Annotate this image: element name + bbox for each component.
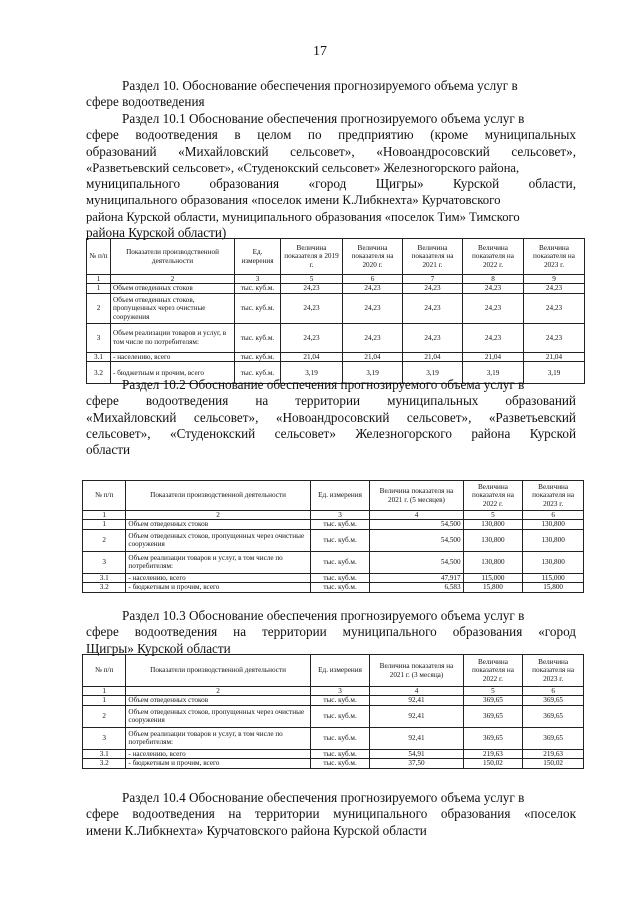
table-cell: Объем реализации товаров и услуг, в том числе по потребителям: (111, 323, 235, 352)
table-cell: 24,23 (524, 323, 585, 352)
table-header-row (87, 239, 585, 275)
header-cell: Величина показателя на 2023 г. (524, 239, 585, 275)
table-cell: 54,91 (370, 749, 463, 758)
table-cell: 9 (524, 275, 585, 284)
table-cell: 130,800 (523, 529, 584, 551)
table-cell: тыс. куб.м. (235, 352, 281, 361)
header-cell: Величина показателя на 2022 г. (463, 655, 523, 687)
table-cell: тыс. куб.м. (235, 284, 281, 293)
table-cell: 150,02 (523, 759, 584, 768)
table-10-3 (82, 654, 584, 769)
table-cell: 21,04 (343, 352, 403, 361)
table-cell: 1 (83, 511, 126, 520)
text-line: сфере водоотведения в целом по предприятию (кроме муниципальных (86, 127, 576, 143)
table-cell: 2 (87, 293, 111, 323)
table-cell: Объем отведенных стоков (126, 520, 310, 529)
table-cell: тыс. куб.м. (310, 583, 370, 592)
table-cell: Объем отведенных стоков, пропущенных через очистные сооружения (126, 705, 310, 727)
table-row (83, 551, 584, 573)
table-cell: 1 (87, 275, 111, 284)
table-cell: 369,65 (523, 705, 584, 727)
header-cell: Показатели производственной деятельности (126, 481, 310, 511)
text-line: Раздел 10.2 Обоснование обеспечения прогнозируемого объема услуг в (122, 377, 525, 392)
table-cell: 8 (463, 275, 524, 284)
table-cell: 3.2 (83, 759, 126, 768)
header-cell: № п/п (87, 239, 111, 275)
header-cell: Ед. измерения (310, 481, 370, 511)
table-cell: 6 (523, 687, 584, 696)
table-row (83, 520, 584, 529)
table-cell: тыс. куб.м. (310, 551, 370, 573)
table-cell: 2 (83, 705, 126, 727)
table-cell: тыс. куб.м. (235, 293, 281, 323)
table-cell: 24,23 (343, 293, 403, 323)
table-cell: 3.2 (87, 362, 111, 384)
table-cell: 369,65 (523, 696, 584, 705)
table-cell: 24,23 (463, 293, 524, 323)
table-cell: 3,19 (524, 362, 585, 384)
table-cell: 1 (83, 520, 126, 529)
table-row (87, 352, 585, 361)
text-line: сфере водоотведения на территории муниципального образования «город (86, 624, 576, 640)
text-line: «Разветьевский сельсовет», «Студенокский сельсовет» Железногорского района, (86, 160, 520, 175)
table-cell: Объем реализации товаров и услуг, в том числе по потребителям: (126, 551, 310, 573)
table-cell: 3.1 (83, 749, 126, 758)
table-cell: - бюджетным и прочим, всего (126, 583, 310, 592)
table-cell: 3,19 (403, 362, 463, 384)
table-cell: 150,02 (463, 759, 523, 768)
table-cell: 15,800 (463, 583, 523, 592)
header-cell: № п/п (83, 481, 126, 511)
text-line: сфере водоотведения (86, 94, 205, 110)
section-10-heading (86, 78, 576, 111)
table-cell: Объем отведенных стоков (126, 696, 310, 705)
table-cell: 4 (370, 687, 463, 696)
table-cell: 5 (281, 275, 343, 284)
header-cell: Величина показателя на 2021 г. (3 месяца) (370, 655, 463, 687)
header-cell: Величина показателя на 2021 г. (403, 239, 463, 275)
table-cell: 54,500 (370, 551, 463, 573)
table-cell: 3 (87, 323, 111, 352)
table-cell: тыс. куб.м. (310, 705, 370, 727)
table-cell: 24,23 (343, 323, 403, 352)
text-line: Раздел 10. Обоснование обеспечения прогнозируемого объема услуг в (122, 78, 518, 93)
table-cell: 92,41 (370, 727, 463, 749)
table-cell: 21,04 (524, 352, 585, 361)
table-cell: тыс. куб.м. (310, 696, 370, 705)
table-cell: 92,41 (370, 696, 463, 705)
table-cell: 219,63 (463, 749, 523, 758)
table-cell: 24,23 (343, 284, 403, 293)
table-cell: 24,23 (403, 284, 463, 293)
table-cell: 6 (343, 275, 403, 284)
table-row (83, 759, 584, 768)
table-cell: 3.1 (87, 352, 111, 361)
table-cell: 2 (126, 687, 310, 696)
section-10-2-heading (86, 377, 576, 458)
table-cell: тыс. куб.м. (235, 323, 281, 352)
header-cell: Величина показателя на 2023 г. (523, 481, 584, 511)
table-row (83, 705, 584, 727)
table-row (83, 749, 584, 758)
header-cell: Величина показателя на 2022 г. (463, 239, 524, 275)
table-cell: 369,65 (463, 696, 523, 705)
table-cell: 47,917 (370, 573, 463, 582)
text-line: имени К.Либкнехта» Курчатовского района Курской области (86, 822, 427, 838)
table-cell: 3 (83, 727, 126, 749)
table-cell: тыс. куб.м. (235, 362, 281, 384)
table-cell: 219,63 (523, 749, 584, 758)
table-row (83, 573, 584, 582)
text-line: сфере водоотведения на территории муниципального образования «поселок (86, 806, 576, 822)
column-number-row (83, 687, 584, 696)
page-number: 17 (313, 44, 327, 59)
table-cell: Объем отведенных стоков, пропущенных через очистные сооружения (126, 529, 310, 551)
table-cell: 1 (83, 687, 126, 696)
text-line: района Курской области, муниципального образования «поселок Тим» Тимского (86, 209, 520, 224)
table-row (83, 583, 584, 592)
table-cell: 24,23 (403, 293, 463, 323)
table-cell: 54,500 (370, 520, 463, 529)
table-cell: 130,800 (523, 551, 584, 573)
table-header-row (83, 655, 584, 687)
column-number-row (87, 275, 585, 284)
table-cell: 3.1 (83, 573, 126, 582)
table-cell: - населению, всего (126, 749, 310, 758)
text-line: Щигры» Курской области (86, 640, 231, 656)
text-line: муниципального образования «город Щигры» Курской области, (86, 176, 576, 192)
table-cell: 3 (310, 511, 370, 520)
table-cell: 15,800 (523, 583, 584, 592)
text-line: района Курской области) (86, 225, 227, 241)
text-line: «Михайловский сельсовет», «Новоандросовский сельсовет», «Разветьевский (86, 409, 576, 425)
header-cell: Величина показателя на 2020 г. (343, 239, 403, 275)
table-cell: 24,23 (281, 284, 343, 293)
table-cell: 115,000 (523, 573, 584, 582)
table-cell: 130,800 (463, 520, 523, 529)
header-cell: Показатели производственной деятельности (126, 655, 310, 687)
table-cell: 130,800 (463, 529, 523, 551)
table-cell: 369,65 (463, 705, 523, 727)
text-line: образований «Михайловский сельсовет», «Новоандросовский сельсовет», (86, 143, 576, 159)
section-10-4-heading (86, 790, 576, 839)
section-10-1-heading (86, 111, 576, 241)
table-row (87, 323, 585, 352)
table-row (83, 727, 584, 749)
table-cell: 3 (310, 687, 370, 696)
text-line: муниципального образования «поселок имени К.Либкнехта» Курчатовского (86, 193, 501, 208)
table-cell: 6,583 (370, 583, 463, 592)
header-cell: № п/п (83, 655, 126, 687)
table-10-2 (82, 480, 584, 593)
header-cell: Показатели производственной деятельности (111, 239, 235, 275)
table-cell: 92,41 (370, 705, 463, 727)
table-cell: 3,19 (463, 362, 524, 384)
table-cell: 3 (235, 275, 281, 284)
table-cell: 21,04 (403, 352, 463, 361)
table-cell: 54,500 (370, 529, 463, 551)
table-cell: 24,23 (524, 284, 585, 293)
table-cell: 24,23 (403, 323, 463, 352)
table-row (83, 529, 584, 551)
text-line: Раздел 10.4 Обоснование обеспечения прогнозируемого объема услуг в (122, 790, 525, 805)
table-cell: 130,800 (463, 551, 523, 573)
table-cell: 24,23 (281, 293, 343, 323)
table-cell: 3,19 (281, 362, 343, 384)
text-line: Раздел 10.3 Обоснование обеспечения прогнозируемого объема услуг в (122, 608, 525, 623)
table-cell: тыс. куб.м. (310, 727, 370, 749)
header-cell: Величина показателя на 2023 г. (523, 655, 584, 687)
table-cell: - населению, всего (126, 573, 310, 582)
table-10-1 (86, 238, 585, 384)
table-row (87, 293, 585, 323)
table-cell: 24,23 (281, 323, 343, 352)
table-row (83, 696, 584, 705)
table-cell: 6 (523, 511, 584, 520)
table-cell: 1 (83, 696, 126, 705)
table-cell: 24,23 (463, 323, 524, 352)
table-cell: - бюджетным и прочим, всего (111, 362, 235, 384)
table-cell: 7 (403, 275, 463, 284)
table-cell: 369,65 (463, 727, 523, 749)
header-cell: Величина показателя в 2019 г. (281, 239, 343, 275)
table-cell: 115,000 (463, 573, 523, 582)
table-cell: 3,19 (343, 362, 403, 384)
table-cell: 5 (463, 511, 523, 520)
header-cell: Ед. измерения (310, 655, 370, 687)
table-cell: 24,23 (524, 293, 585, 323)
table-cell: 3 (83, 551, 126, 573)
table-cell: Объем отведенных стоков (111, 284, 235, 293)
table-row (87, 284, 585, 293)
table-cell: 369,65 (523, 727, 584, 749)
text-line: сельсовет», «Студенокский сельсовет» Железногорского района Курской (86, 425, 576, 441)
table-header-row (83, 481, 584, 511)
table-cell: - бюджетным и прочим, всего (126, 759, 310, 768)
table-cell: 1 (87, 284, 111, 293)
text-line: области (86, 442, 131, 458)
table-cell: 3.2 (83, 583, 126, 592)
text-line: сфере водоотведения на территории муниципальных образований (86, 393, 576, 409)
table-cell: 4 (370, 511, 463, 520)
table-cell: 2 (83, 529, 126, 551)
table-cell: 5 (463, 687, 523, 696)
table-cell: 37,50 (370, 759, 463, 768)
table-cell: тыс. куб.м. (310, 529, 370, 551)
table-cell: 21,04 (281, 352, 343, 361)
table-cell: 24,23 (463, 284, 524, 293)
table-cell: 130,800 (523, 520, 584, 529)
column-number-row (83, 511, 584, 520)
table-cell: 2 (111, 275, 235, 284)
table-cell: тыс. куб.м. (310, 573, 370, 582)
section-10-3-heading (86, 608, 576, 657)
table-cell: тыс. куб.м. (310, 759, 370, 768)
table-cell: тыс. куб.м. (310, 749, 370, 758)
table-cell: Объем реализации товаров и услуг, в том числе по потребителям: (126, 727, 310, 749)
text-line: Раздел 10.1 Обоснование обеспечения прогнозируемого объема услуг в (122, 111, 525, 126)
table-cell: 21,04 (463, 352, 524, 361)
header-cell: Величина показателя на 2022 г. (463, 481, 523, 511)
header-cell: Ед. измерения (235, 239, 281, 275)
table-cell: 2 (126, 511, 310, 520)
table-cell: - населению, всего (111, 352, 235, 361)
header-cell: Величина показателя на 2021 г. (5 месяцев) (370, 481, 463, 511)
table-cell: тыс. куб.м. (310, 520, 370, 529)
table-cell: Объем отведенных стоков, пропущенных через очистные сооружения (111, 293, 235, 323)
